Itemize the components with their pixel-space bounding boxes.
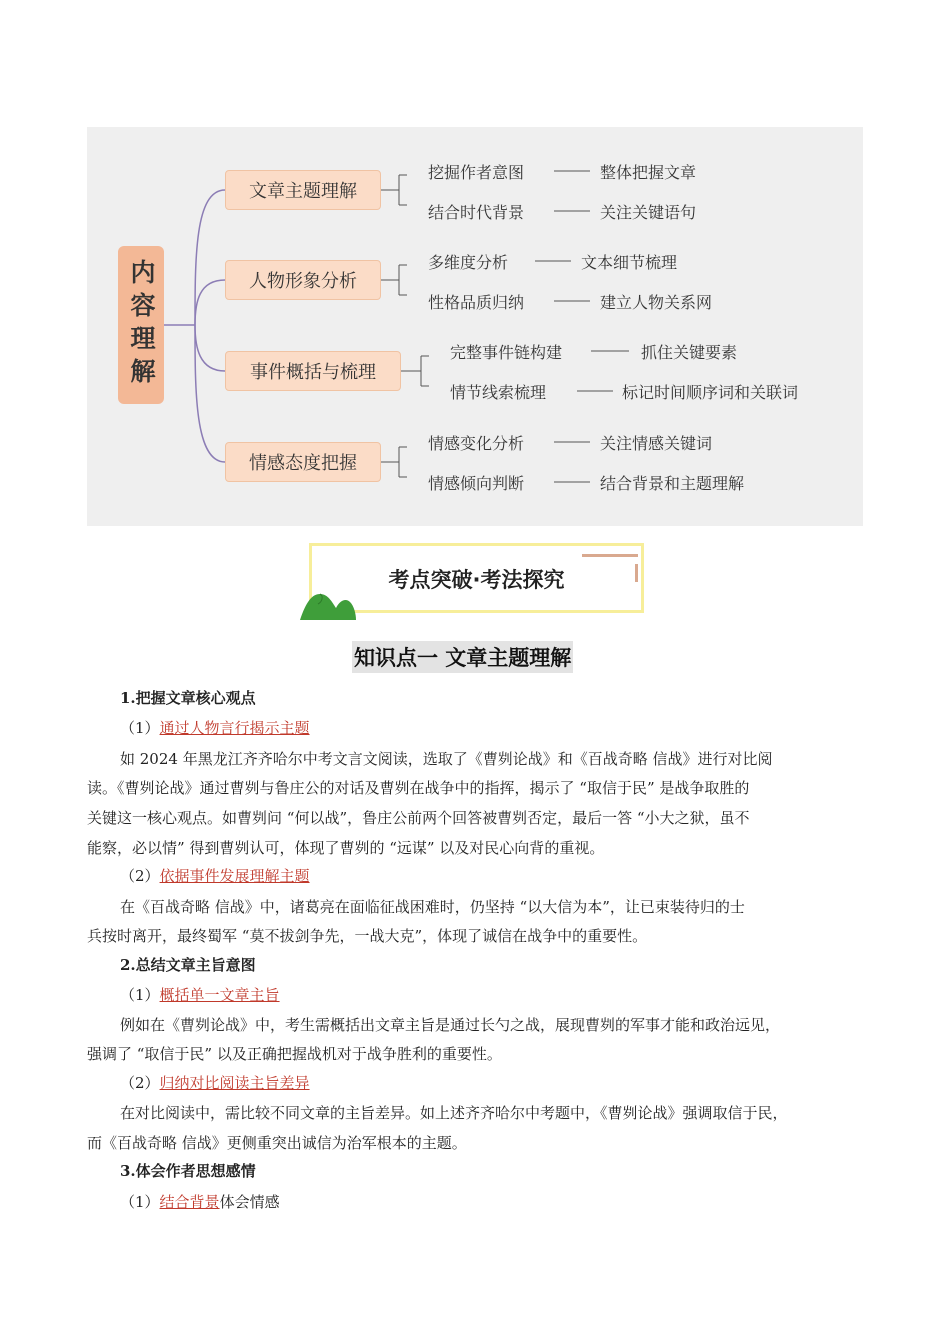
paragraph-line: 兵按时离开，最终蜀军 “莫不拔剑争先，一战大克”，体现了诚信在战争中的重要性。 (87, 927, 648, 945)
paragraph-line: 如 2024 年黑龙江齐齐哈尔中考文言文阅读，选取了《曹刿论战》和《百战奇略 信战》进行对比阅 (120, 750, 773, 768)
leaf-text: 抓住关键要素 (641, 343, 738, 362)
leaf-text: 多维度分析 (428, 253, 509, 272)
subheading (120, 985, 280, 1005)
leaf-text: 建立人物关系网 (600, 293, 713, 312)
subheading-link: 依据事件发展理解主题 (159, 867, 310, 885)
leaf-text: 性格品质归纳 (428, 293, 525, 312)
subheading-link: 结合背景 (159, 1193, 220, 1211)
mind-map (87, 127, 863, 526)
branch-character: 人物形象分析 (225, 260, 381, 300)
subheading (120, 1073, 310, 1093)
leaf-text: 情节线索梳理 (450, 383, 547, 402)
subheading-number: （1） (120, 986, 160, 1004)
paragraph-line: 能察，必以情” 得到曹刿认可，体现了曹刿的 “远谋” 以及对民心向背的重视。 (87, 839, 605, 857)
heading: 3.体会作者思想感情 (120, 1162, 256, 1180)
paragraph-line: 关键这一核心观点。如曹刿问 “何以战”，鲁庄公前两个回答被曹刿否定，最后一答 “小大之狱，虽不 (87, 809, 750, 827)
branch-theme: 文章主题理解 (225, 170, 381, 210)
subheading-number: （2） (120, 1074, 160, 1092)
branch-event: 事件概括与梳理 (225, 351, 401, 391)
root-label: 内容理解 (127, 259, 156, 391)
leaf-text: 情感变化分析 (428, 434, 525, 453)
paragraph-line: 读。《曹刿论战》通过曹刿与鲁庄公的对话及曹刿在战争中的指挥，揭示了 “取信于民” 是战争取胜的 (87, 779, 750, 797)
banner-text: 考点突破·考法探究 (388, 568, 565, 592)
paragraph-line: 在对比阅读中，需比较不同文章的主旨差异。如上述齐齐哈尔中考题中，《曹刿论战》强调取信于民， (120, 1104, 788, 1122)
paragraph-line: 在《百战奇略 信战》中，诸葛亮在面临征战困难时，仍坚持 “以大信为本”，让已束装待归的士 (120, 898, 745, 916)
branch-emotion: 情感态度把握 (225, 442, 381, 482)
leaf-text: 整体把握文章 (600, 163, 697, 182)
hills-icon (298, 588, 358, 622)
subheading-link: 概括单一文章主旨 (159, 986, 280, 1004)
mind-map-connectors (87, 127, 863, 526)
subheading-link: 通过人物言行揭示主题 (159, 719, 310, 737)
leaf-text: 挖掘作者意图 (428, 163, 525, 182)
leaf-text: 情感倾向判断 (428, 474, 525, 493)
subheading-number: （1） (120, 1193, 160, 1211)
heading: 1.把握文章核心观点 (120, 689, 256, 707)
paragraph-line: 强调了 “取信于民” 以及正确把握战机对于战争胜利的重要性。 (87, 1045, 502, 1063)
mind-map-root (118, 246, 164, 404)
subheading-link: 归纳对比阅读主旨差异 (159, 1074, 310, 1092)
section-banner (309, 543, 644, 613)
leaf-text: 关注关键语句 (600, 203, 697, 222)
leaf-text: 关注情感关键词 (600, 434, 713, 453)
leaf-text: 标记时间顺序词和关联词 (622, 383, 799, 402)
leaf-text: 完整事件链构建 (450, 343, 563, 362)
leaf-text: 结合时代背景 (428, 203, 525, 222)
paragraph-line: 例如在《曹刿论战》中，考生需概括出文章主旨是通过长勺之战，展现曹刿的军事才能和政治远见， (120, 1016, 781, 1034)
heading: 2.总结文章主旨意图 (120, 956, 256, 974)
section-title: 知识点一 文章主题理解 (352, 641, 573, 673)
banner-decoration (582, 554, 638, 557)
paragraph-line: 而《百战奇略 信战》更侧重突出诚信为治军根本的主题。 (87, 1134, 467, 1152)
subheading (120, 1192, 280, 1212)
subheading-number: （2） (120, 867, 160, 885)
subheading (120, 866, 310, 886)
subheading-number: （1） (120, 719, 160, 737)
subheading-text: 体会情感 (219, 1193, 280, 1211)
leaf-text: 文本细节梳理 (581, 253, 678, 272)
leaf-text: 结合背景和主题理解 (600, 474, 745, 493)
subheading (120, 718, 310, 738)
